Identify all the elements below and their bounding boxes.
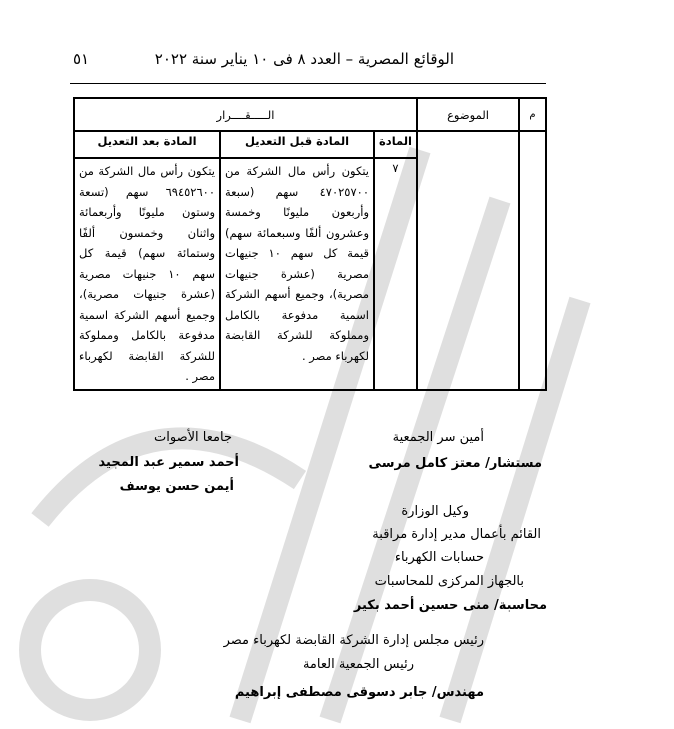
row-subject	[417, 131, 519, 390]
col-decision-header: الـــــقــــرار	[74, 98, 417, 131]
col-m-header: م	[519, 98, 546, 131]
decision-table	[73, 97, 547, 391]
counter-name-2: أيمن حسن يوسف	[119, 479, 234, 494]
row-m	[519, 131, 546, 390]
secretary-name: مستشار/ معتز كامل مرسى	[368, 456, 542, 471]
undersecretary-line: القائم بأعمال مدير إدارة مراقبة	[372, 527, 541, 542]
header-title: الوقائع المصرية – العدد ٨ فى ١٠ يناير سنة ٢٠٢٢	[154, 50, 454, 68]
row-before: يتكون رأس مال الشركة من ٤٧٠٢٥٧٠٠ سهم (سبعة وأربعون مليونًا وخمسة وعشرون ألفًا وسبعمائة سهم) قيمة كل سهم ١٠ جنيهات مصرية (عشرة جنيهات مصرية)، وجميع أسهم الشركة اسمية مدفوعة بالكامل ومملوكة للشركة القابضة لكهرباء مصر .	[220, 158, 374, 390]
col-subject-header: الموضوع	[417, 98, 519, 131]
undersecretary-name: محاسبة/ منى حسين أحمد بكير	[353, 598, 547, 613]
col-article-header: المادة	[374, 131, 417, 158]
row-after: يتكون رأس مال الشركة من ٦٩٤٥٢٦٠٠ سهم (تسعة وستون مليونًا وأربعمائة واثنان وخمسون ألفًا وستمائة سهم) قيمة كل سهم ١٠ جنيهات مصرية (عشرة جنيهات مصرية)، وجميع أسهم الشركة اسمية مدفوعة بالكامل ومملوكة للشركة القابضة لكهرباء مصر .	[74, 158, 220, 390]
undersecretary-line: وكيل الوزارة	[401, 504, 469, 519]
page-number: ٥١	[73, 50, 90, 68]
chair-name: مهندس/ جابر دسوقى مصطفى إبراهيم	[234, 685, 484, 700]
chair-line: رئيس الجمعية العامة	[302, 657, 414, 672]
undersecretary-line: بالجهاز المركزى للمحاسبات	[374, 574, 524, 589]
chair-line: رئيس مجلس إدارة الشركة القابضة لكهرباء مصر	[223, 633, 484, 648]
header-divider	[70, 83, 546, 84]
counter-name-1: أحمد سمير عبد المجيد	[98, 455, 239, 470]
undersecretary-line: حسابات الكهرباء	[394, 550, 484, 565]
row-article: ٧	[374, 158, 417, 390]
counters-title: جامعا الأصوات	[154, 430, 232, 445]
secretary-title: أمين سر الجمعية	[392, 430, 484, 445]
col-after-header: المادة بعد التعديل	[74, 131, 220, 158]
col-before-header: المادة قبل التعديل	[220, 131, 374, 158]
